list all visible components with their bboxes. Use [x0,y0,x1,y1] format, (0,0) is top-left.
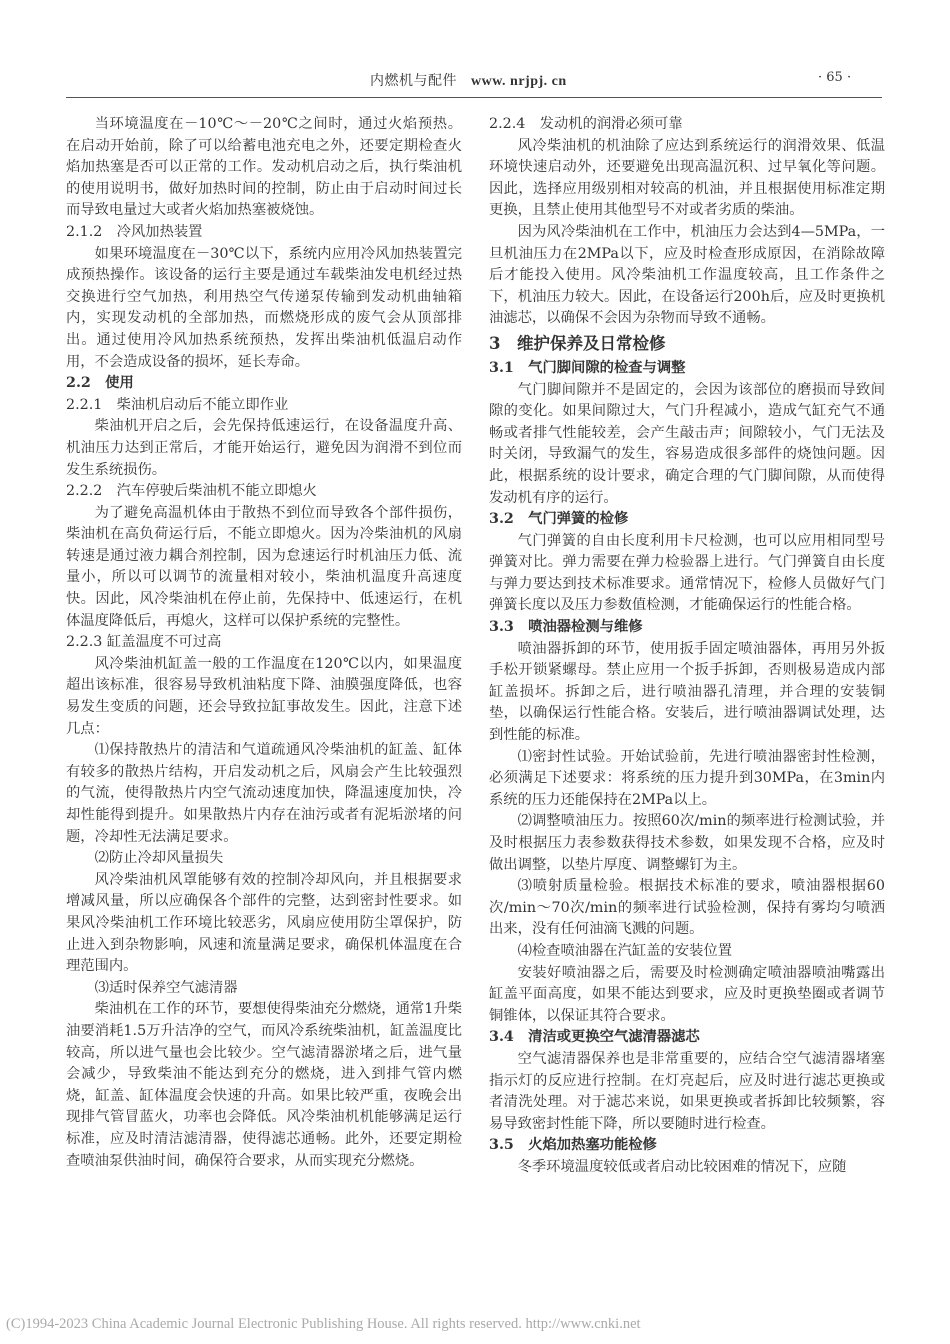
paragraph: 喷油器拆卸的环节，使用扳手固定喷油器体，再用另外扳手松开锁紧螺母。禁止应用一个扳手拆卸，否则极易造成内部缸盖损坏。拆卸之后，进行喷油器孔清理，并合理的安装铜垫，以确保运行性能合格。安装后，进行喷油器调试处理，达到性能的标准。 [489,640,885,744]
journal-name: 内燃机与配件 [370,73,457,89]
paragraph: 风冷柴油机缸盖一般的工作温度在120℃以内，如果温度超出该标准，很容易导致机油粘度下降、油膜强度降低，也容易发生变质的问题，还会导致拉缸事故发生。因此，注意下述几点： [66,655,462,737]
section-heading: 2.2.4 发动机的润滑必须可靠 [489,116,683,132]
right-column [489,114,885,1179]
paragraph: 柴油机开启之后，会先保持低速运行，在设备温度升高、机油压力达到正常后，才能开始运行，避免因为润滑不到位而发生系统损伤。 [66,418,462,478]
section-heading: 3.2 气门弹簧的检修 [489,511,629,528]
section-heading: 3.3 喷油器检测与维修 [489,619,643,636]
journal-header [370,70,567,90]
paragraph: ⑴密封性试验。开始试验前，先进行喷油器密封性检测，必须满足下述要求：将系统的压力提升到30MPa，在3min内系统的压力还能保持在2MPa以上。 [489,748,885,808]
paragraph: 如果环境温度在－30℃以下，系统内应用冷风加热装置完成预热操作。该设备的运行主要是通过车载柴油发电机经过热交换进行空气加热，利用热空气传递泵传输到发动机曲轴箱内，实现发动机的全部加热，而燃烧形成的废气会从顶部排出。通过使用冷风加热系统预热，发挥出柴油机低温启动作用，不会造成设备的损坏，延长寿命。 [66,245,462,370]
paragraph: 空气滤清器保养也是非常重要的，应结合空气滤清器堵塞指示灯的反应进行控制。在灯亮起后，应及时进行滤芯更换或者清洗处理。对于滤芯来说，如果更换或者拆卸比较频繁，容易导致密封性能下降，所以要随时进行检查。 [489,1050,885,1132]
section-heading: 2.2.2 汽车停驶后柴油机不能立即熄火 [66,483,317,500]
page-number: · 65 · [818,70,852,85]
header-rule [66,97,882,98]
paragraph: 当环境温度在－10℃～－20℃之间时，通过火焰预热。在启动开始前，除了可以给蓄电池充电之外，还要定期检查火焰加热塞是否可以正常的工作。发动机启动之后，执行柴油机的使用说明书，做好加热时间的控制，防止由于启动时间过长而导致电量过大或者火焰加热塞被烧蚀。 [66,116,462,219]
paragraph: ⑶适时保养空气滤清器 [94,979,238,996]
paragraph: 风冷柴油机风罩能够有效的控制冷却风向，并且根据要求增减风量，所以应确保各个部件的完整，达到密封性要求。如果风冷柴油机工作环境比较恶劣，风扇应使用防尘罩保护，防止进入到杂物影响，风速和流量满足要求，确保机体温度在合理范围内。 [66,871,462,975]
section-heading: 2.1.2 冷风加热装置 [66,223,203,240]
paragraph: ⑶喷射质量检验。根据技术标准的要求，喷油器根据60次/min～70次/min的频率进行试验检测，保持有雾均匀喷洒出来，没有任何油滴飞溅的问题。 [489,878,885,938]
paragraph: 为了避免高温机体由于散热不到位而导致各个部件损伤，柴油机在高负荷运行后，不能立即熄火。因为冷柴油机的风扇转速是通过液力耦合剂控制，因为怠速运行时机油压力低、流量小，所以可以调节的流量相对较小，柴油机温度升高速度快。因此，风冷柴油机在停止前，先保持中、低速运行，在机体温度降低后，再熄火，这样可以保护系统的完整性。 [66,504,462,629]
section-heading: 3.5 火焰加热塞功能检修 [489,1137,657,1154]
section-heading: 3.4 清洁或更换空气滤清器滤芯 [489,1029,700,1046]
running-header [0,70,950,92]
copyright-footer: (C)1994-2023 China Academic Journal Electronic Publishing House. All rights reserved. http://www.cnki.net [6,1316,641,1332]
paragraph: ⑵防止冷却风量损失 [94,850,224,867]
paragraph: 气门脚间隙并不是固定的，会因为该部位的磨损而导致间隙的变化。如果间隙过大，气门升程减小，造成气缸充气不通畅或者排气性能较差，会产生敲击声；间隙较小，气门无法及时关闭，导致漏气的发生，容易造成很多部件的烧蚀问题。因此，根据系统的设计要求，确定合理的气门脚间隙，从而使得发动机有序的运行。 [489,381,885,506]
paragraph: ⑴保持散热片的清洁和气道疏通风冷柴油机的缸盖、缸体有较多的散热片结构，开启发动机之后，风扇会产生比较强烈的气流，使得散热片内空气流动速度加快，降温速度加快，冷却性能得到提升。如果散热片内存在油污或者有泥垢淤堵的问题，冷却性无法满足要求。 [66,742,462,845]
paragraph: ⑵调整喷油压力。按照60次/min的频率进行检测试验，并及时根据压力表参数获得技术参数，如果发现不合格，应及时做出调整，以垫片厚度、调整螺钉为主。 [489,813,885,873]
section-heading: 3.1 气门脚间隙的检查与调整 [489,359,686,376]
paragraph: 气门弹簧的自由长度利用卡尺检测，也可以应用相同型号弹簧对比。弹力需要在弹力检验器上进行。气门弹簧自由长度与弹力要达到技术标准要求。通常情况下，检修人员做好气门弹簧长度以及压力参数值检测，才能确保运行的性能合格。 [489,532,885,614]
paragraph: 风冷柴油机的机油除了应达到系统运行的润滑效果、低温环境快速启动外，还要避免出现高温沉积、过早氧化等问题。因此，选择应用级别相对较高的机油，并且根据使用标准定期更换，且禁止使用其他型号不对或者劣质的柴油。 [489,137,885,219]
section-heading: 2.2.3 缸盖温度不可过高 [66,634,222,651]
section-heading: 3 维护保养及日常检修 [489,333,666,353]
paragraph: ⑷检查喷油器在汽缸盖的安装位置 [517,942,733,959]
section-heading: 2.2.1 柴油机启动后不能立即作业 [66,396,289,413]
paragraph: 柴油机在工作的环节，要想使得柴油充分燃烧，通常1升柴油要消耗1.5万升洁净的空气，而风冷系统柴油机，缸盖温度比较高，所以进气量也会比较少。空气滤清器淤堵之后，进气量会减少，导致柴油不能达到充分的燃烧，进入到排气管内燃烧，缸盖、缸体温度会快速的升高。如果比较严重，夜晚会出现排气管冒蓝火，功率也会降低。风冷柴油机机能够满足运行标准，应及时清洁滤清器，使得滤芯通畅。此外，还要定期检查喷油泵供油时间，确保符合要求，从而实现充分燃烧。 [66,1001,462,1169]
journal-url: www. nrjpj. cn [471,74,567,89]
section-heading: 2.2 使用 [66,375,134,392]
paragraph: 因为风冷柴油机在工作中，机油压力会达到4—5MPa，一旦机油压力在2MPa以下，应及时检查形成原因，在消除故障后才能投入使用。风冷柴油机工作温度较高，且工作条件之下，机油压力较大。因此，在设备运行200h后，应及时更换机油滤芯，以确保不会因为杂物而导致不通畅。 [489,223,885,327]
paragraph: 冬季环境温度较低或者启动比较困难的情况下，应随 [517,1158,847,1175]
left-column [66,114,462,1172]
paragraph: 安装好喷油器之后，需要及时检测确定喷油器喷油嘴露出缸盖平面高度，如果不能达到要求，应及时更换垫圈或者调节铜锥体，以保证其符合要求。 [489,964,885,1024]
